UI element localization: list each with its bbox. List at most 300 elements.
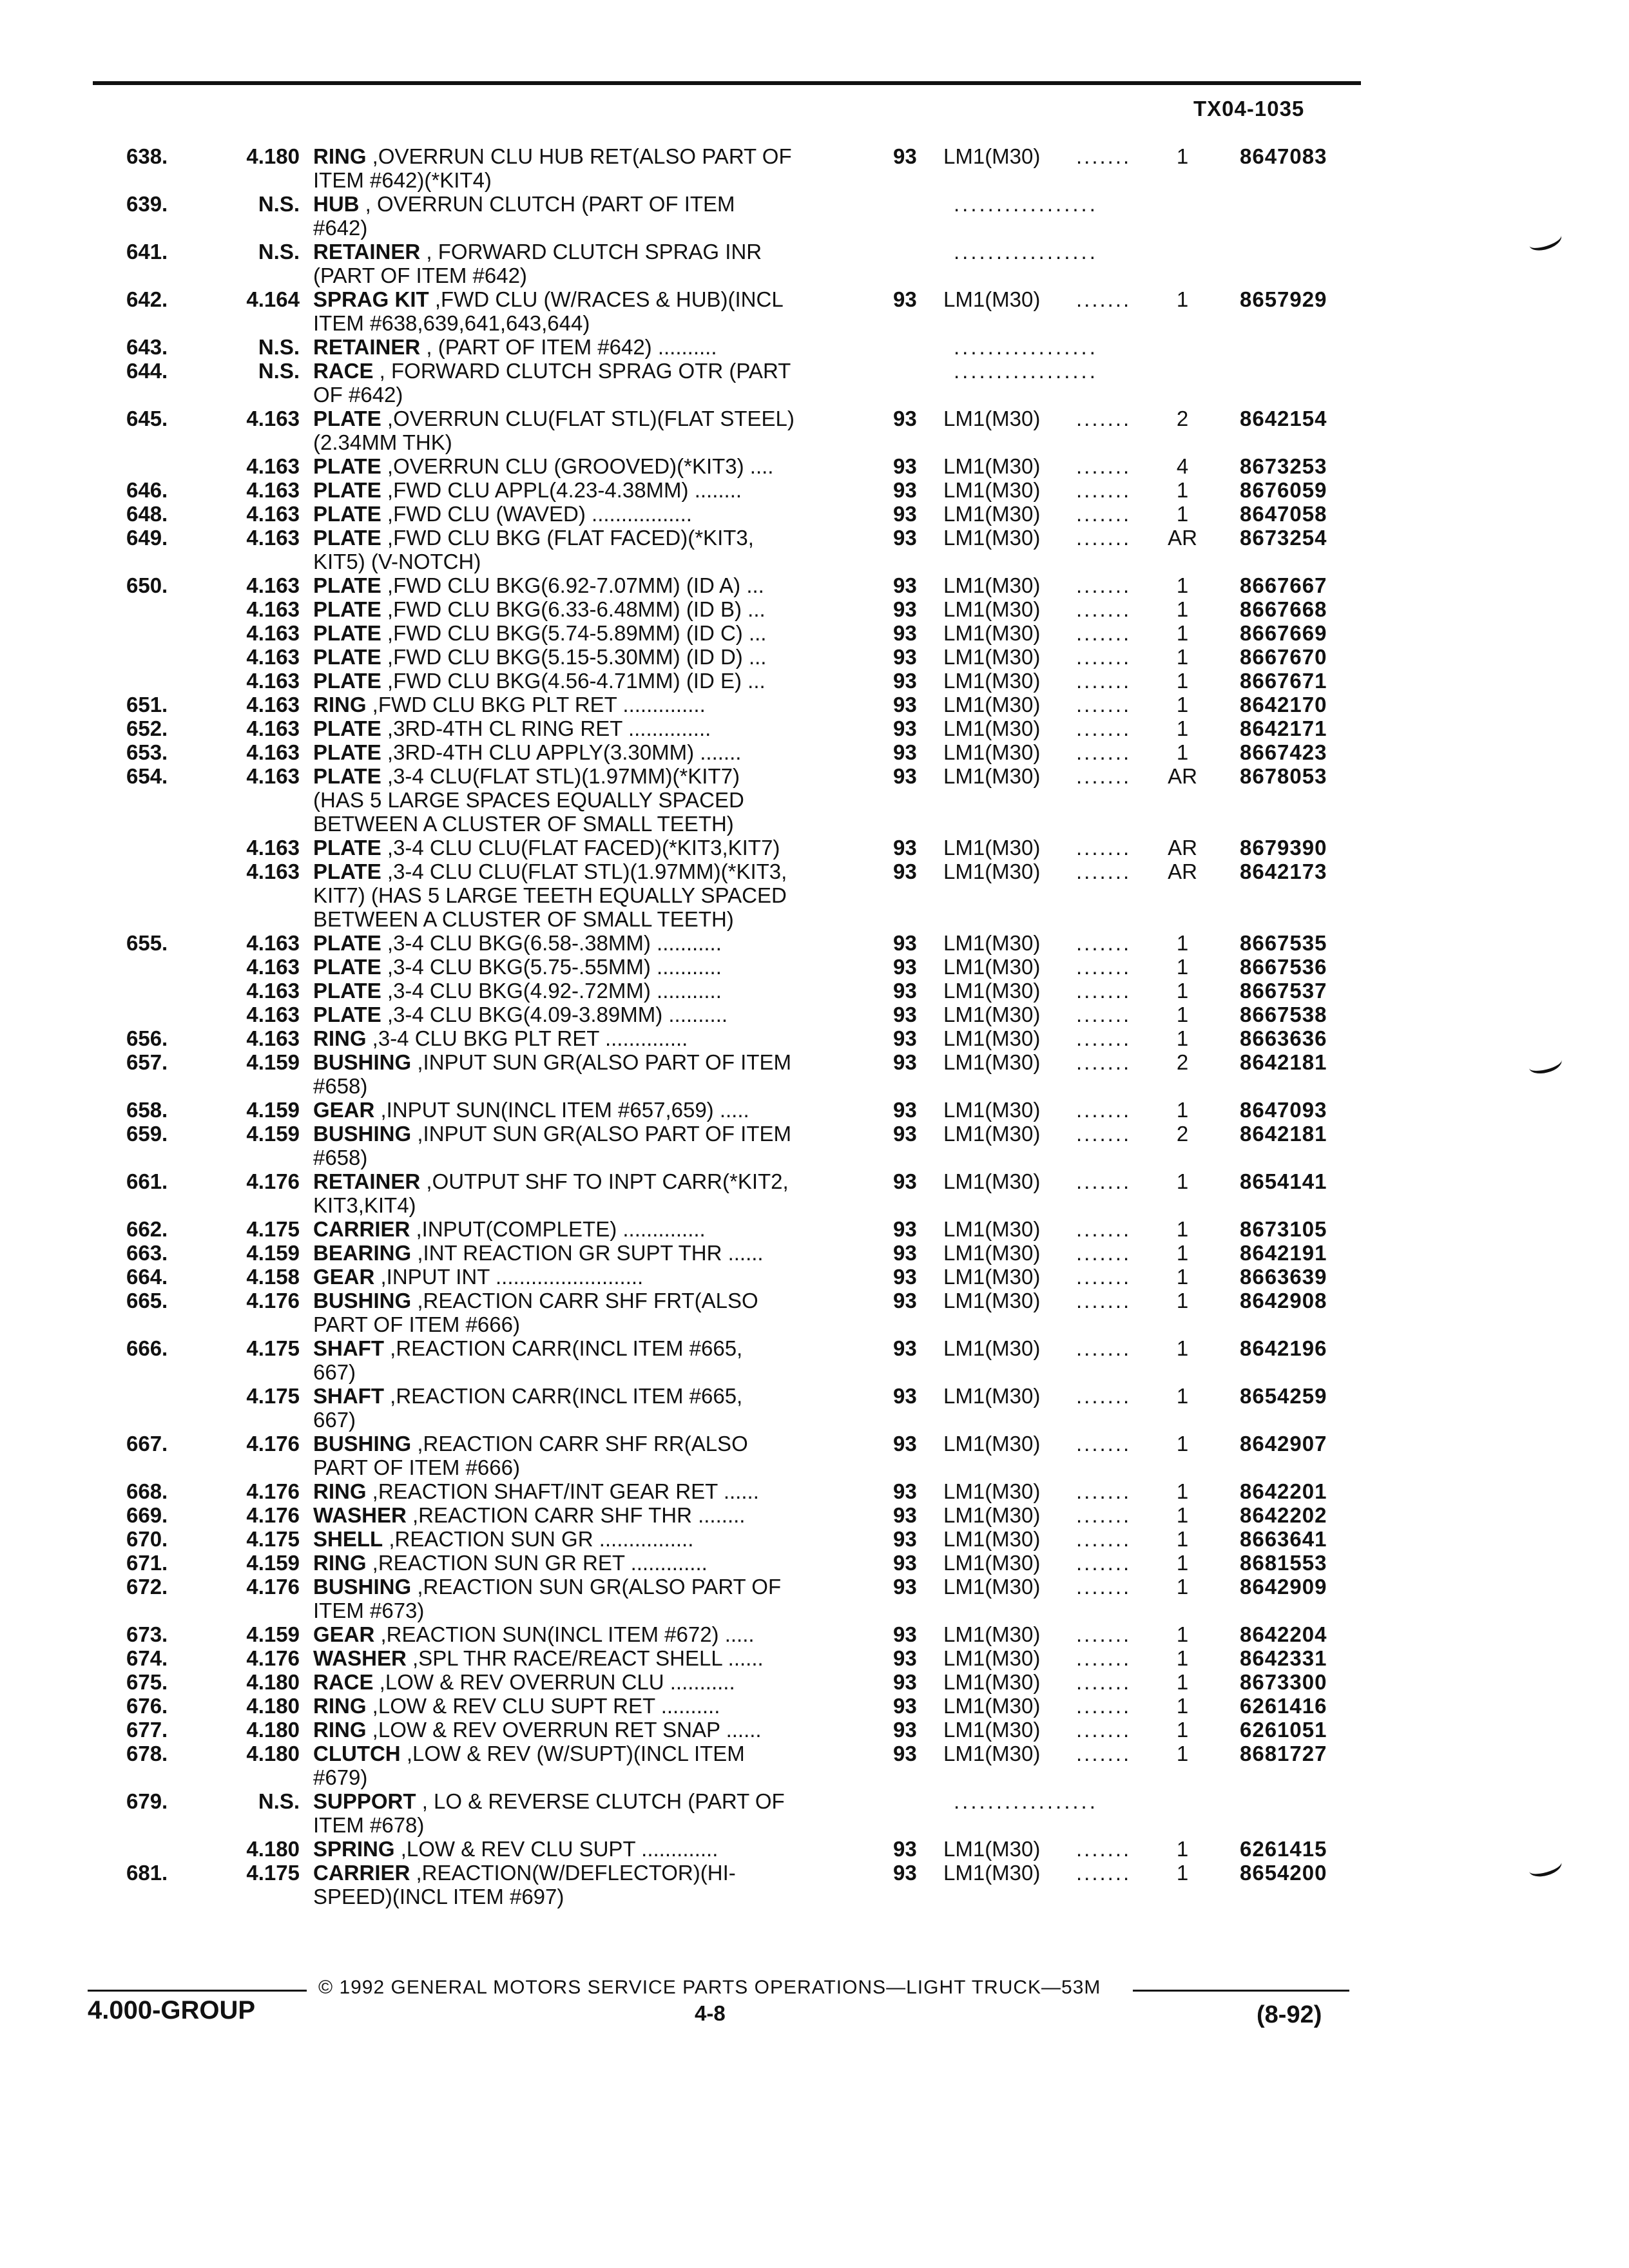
model-code: LM1(M30) xyxy=(943,1503,1041,1527)
part-description xyxy=(313,1789,858,1813)
part-name: BEARING xyxy=(313,1241,412,1265)
quantity: 1 xyxy=(1176,1432,1189,1456)
model-year: 93 xyxy=(893,144,917,168)
quantity: 1 xyxy=(1176,1217,1189,1241)
model-year: 93 xyxy=(893,1098,917,1122)
quantity: 1 xyxy=(1176,1289,1189,1312)
part-description xyxy=(313,407,858,430)
figure-ref: N.S. xyxy=(258,335,300,359)
revision-date: (8-92) xyxy=(1257,2001,1322,2028)
quantity: 1 xyxy=(1176,1837,1189,1861)
parts-row xyxy=(0,955,1629,979)
model-code: LM1(M30) xyxy=(943,1289,1041,1312)
quantity: 1 xyxy=(1176,931,1189,955)
description-text: BETWEEN A CLUSTER OF SMALL TEETH) xyxy=(313,907,734,931)
quantity: 1 xyxy=(1176,1265,1189,1289)
parts-row xyxy=(0,1670,1629,1694)
leader-dots: ....... xyxy=(1076,669,1132,693)
part-name: PLATE xyxy=(313,645,381,669)
part-description xyxy=(313,597,858,621)
parts-row xyxy=(0,1408,1629,1432)
part-description xyxy=(313,1146,858,1169)
model-year: 93 xyxy=(893,1384,917,1408)
part-number: 8642170 xyxy=(1240,693,1327,716)
model-year: 93 xyxy=(893,1718,917,1742)
model-year: 93 xyxy=(893,931,917,955)
item-number: 677. xyxy=(126,1718,168,1742)
quantity: 1 xyxy=(1176,478,1189,502)
quantity: 1 xyxy=(1176,1742,1189,1765)
model-year: 93 xyxy=(893,1670,917,1694)
figure-ref: 4.159 xyxy=(246,1050,300,1074)
part-description xyxy=(313,1885,858,1908)
leader-dots: ....... xyxy=(1076,407,1132,430)
parts-row xyxy=(0,1837,1629,1861)
part-name: RETAINER xyxy=(313,1169,421,1193)
part-description xyxy=(313,1479,858,1503)
part-description xyxy=(313,1432,858,1456)
item-number: 641. xyxy=(126,240,168,264)
part-name: PLATE xyxy=(313,931,381,955)
description-text: KIT7) (HAS 5 LARGE TEETH EQUALLY SPACED xyxy=(313,883,787,907)
leader-dots: ....... xyxy=(1076,1575,1132,1599)
model-code: LM1(M30) xyxy=(943,1122,1041,1146)
part-number: 8657929 xyxy=(1240,287,1327,311)
part-description xyxy=(313,526,858,550)
description-text: , LO & REVERSE CLUTCH (PART OF xyxy=(416,1789,785,1813)
parts-row xyxy=(0,788,1629,812)
part-number: 8642191 xyxy=(1240,1241,1327,1265)
part-description xyxy=(313,1026,858,1050)
leader-dots: ....... xyxy=(1076,1718,1132,1742)
part-name: RING xyxy=(313,1694,367,1718)
parts-row xyxy=(0,645,1629,669)
figure-ref: 4.176 xyxy=(246,1432,300,1456)
part-name: RING xyxy=(313,1026,367,1050)
part-name: PLATE xyxy=(313,740,381,764)
part-name: GEAR xyxy=(313,1622,375,1646)
part-name: PLATE xyxy=(313,979,381,1003)
model-year: 93 xyxy=(893,1837,917,1861)
description-text: OF #642) xyxy=(313,383,403,407)
part-name: PLATE xyxy=(313,860,381,883)
figure-ref: 4.159 xyxy=(246,1551,300,1575)
part-number: 8642154 xyxy=(1240,407,1327,430)
description-text: ,REACTION CARR SHF FRT(ALSO xyxy=(411,1289,758,1312)
model-code: LM1(M30) xyxy=(943,1718,1041,1742)
parts-row xyxy=(0,1122,1629,1146)
quantity: 2 xyxy=(1176,1050,1189,1074)
quantity: 1 xyxy=(1176,1336,1189,1360)
part-description xyxy=(313,264,858,287)
model-year: 93 xyxy=(893,1742,917,1765)
parts-row xyxy=(0,526,1629,550)
parts-list xyxy=(0,144,1629,1908)
item-number: 668. xyxy=(126,1479,168,1503)
model-year: 93 xyxy=(893,1169,917,1193)
model-year: 93 xyxy=(893,979,917,1003)
part-name: BUSHING xyxy=(313,1289,412,1312)
quantity: 1 xyxy=(1176,716,1189,740)
model-code: LM1(M30) xyxy=(943,693,1041,716)
leader-dots: ....... xyxy=(1076,526,1132,550)
item-number: 648. xyxy=(126,502,168,526)
part-name: GEAR xyxy=(313,1265,375,1289)
description-text: ,FWD CLU (WAVED) ................. xyxy=(381,502,692,526)
parts-row xyxy=(0,1575,1629,1599)
quantity: 2 xyxy=(1176,1122,1189,1146)
part-name: WASHER xyxy=(313,1646,407,1670)
figure-ref: 4.163 xyxy=(246,597,300,621)
quantity: 4 xyxy=(1176,454,1189,478)
part-description xyxy=(313,1384,858,1408)
leader-dots: ....... xyxy=(1076,740,1132,764)
item-number: 676. xyxy=(126,1694,168,1718)
item-number: 645. xyxy=(126,407,168,430)
part-description xyxy=(313,693,858,716)
parts-row xyxy=(0,716,1629,740)
leader-dots: ....... xyxy=(1076,1336,1132,1360)
quantity: 1 xyxy=(1176,645,1189,669)
part-description xyxy=(313,144,858,168)
description-text: ITEM #673) xyxy=(313,1599,425,1622)
parts-row xyxy=(0,216,1629,240)
model-code: LM1(M30) xyxy=(943,1694,1041,1718)
parts-row xyxy=(0,1241,1629,1265)
figure-ref: 4.163 xyxy=(246,740,300,764)
model-code: LM1(M30) xyxy=(943,1169,1041,1193)
parts-row xyxy=(0,1503,1629,1527)
description-text: ,FWD CLU BKG(5.74-5.89MM) (ID C) ... xyxy=(381,621,767,645)
item-number: 663. xyxy=(126,1241,168,1265)
part-description xyxy=(313,955,858,979)
parts-row xyxy=(0,1003,1629,1026)
item-number: 661. xyxy=(126,1169,168,1193)
part-name: RING xyxy=(313,1551,367,1575)
quantity: 1 xyxy=(1176,502,1189,526)
part-number: 8673254 xyxy=(1240,526,1327,550)
parts-row xyxy=(0,1527,1629,1551)
leader-dots: ....... xyxy=(1076,1503,1132,1527)
leader-dots: ....... xyxy=(1076,764,1132,788)
part-description xyxy=(313,812,858,836)
description-text: ,OVERRUN CLU HUB RET(ALSO PART OF xyxy=(366,144,792,168)
leader-dots: ....... xyxy=(1076,1527,1132,1551)
part-number: 8667535 xyxy=(1240,931,1327,955)
part-name: RETAINER xyxy=(313,335,421,359)
model-code: LM1(M30) xyxy=(943,1575,1041,1599)
leader-dots: ....... xyxy=(1076,1694,1132,1718)
quantity: 1 xyxy=(1176,1003,1189,1026)
part-name: SUPPORT xyxy=(313,1789,416,1813)
part-name: WASHER xyxy=(313,1503,407,1527)
leader-dots: ....... xyxy=(1076,287,1132,311)
description-text: ,FWD CLU APPL(4.23-4.38MM) ........ xyxy=(381,478,742,502)
leader-dots: ....... xyxy=(1076,955,1132,979)
model-code: LM1(M30) xyxy=(943,645,1041,669)
part-number: 8667667 xyxy=(1240,573,1327,597)
document-id: TX04-1035 xyxy=(1193,97,1305,120)
part-description xyxy=(313,383,858,407)
model-code: LM1(M30) xyxy=(943,1050,1041,1074)
model-code: LM1(M30) xyxy=(943,1384,1041,1408)
model-code: LM1(M30) xyxy=(943,1003,1041,1026)
figure-ref: 4.175 xyxy=(246,1217,300,1241)
description-text: ,REACTION SUN(INCL ITEM #672) ..... xyxy=(374,1622,755,1646)
model-year: 93 xyxy=(893,1336,917,1360)
model-code: LM1(M30) xyxy=(943,597,1041,621)
figure-ref: 4.175 xyxy=(246,1336,300,1360)
part-number: 8679390 xyxy=(1240,836,1327,860)
description-text: ,INT REACTION GR SUPT THR ...... xyxy=(411,1241,764,1265)
model-code: LM1(M30) xyxy=(943,1026,1041,1050)
description-text: PART OF ITEM #666) xyxy=(313,1312,520,1336)
part-description xyxy=(313,287,858,311)
item-number: 657. xyxy=(126,1050,168,1074)
part-description xyxy=(313,931,858,955)
part-number: 8681553 xyxy=(1240,1551,1327,1575)
item-number: 658. xyxy=(126,1098,168,1122)
quantity: AR xyxy=(1168,860,1197,883)
part-description xyxy=(313,1360,858,1384)
parts-row xyxy=(0,1265,1629,1289)
figure-ref: 4.159 xyxy=(246,1122,300,1146)
model-year: 93 xyxy=(893,1265,917,1289)
model-code: LM1(M30) xyxy=(943,621,1041,645)
leader-dots: ....... xyxy=(1076,1003,1132,1026)
item-number: 649. xyxy=(126,526,168,550)
description-text: (2.34MM THK) xyxy=(313,430,452,454)
model-year: 93 xyxy=(893,1050,917,1074)
item-number: 674. xyxy=(126,1646,168,1670)
model-year: 93 xyxy=(893,1122,917,1146)
quantity: 1 xyxy=(1176,1694,1189,1718)
leader-dots: ....... xyxy=(1076,645,1132,669)
quantity: 1 xyxy=(1176,1527,1189,1551)
part-number: 8642202 xyxy=(1240,1503,1327,1527)
part-number: 8647083 xyxy=(1240,144,1327,168)
quantity: 1 xyxy=(1176,1098,1189,1122)
figure-ref: 4.158 xyxy=(246,1265,300,1289)
part-description xyxy=(313,1169,858,1193)
parts-row xyxy=(0,1169,1629,1193)
description-text: ,FWD CLU BKG(6.33-6.48MM) (ID B) ... xyxy=(381,597,766,621)
part-description xyxy=(313,1193,858,1217)
part-description xyxy=(313,1765,858,1789)
parts-row xyxy=(0,1622,1629,1646)
model-year: 93 xyxy=(893,836,917,860)
part-number: 8642331 xyxy=(1240,1646,1327,1670)
model-year: 93 xyxy=(893,1003,917,1026)
description-text: ITEM #638,639,641,643,644) xyxy=(313,311,590,335)
model-code: LM1(M30) xyxy=(943,1742,1041,1765)
parts-row xyxy=(0,931,1629,955)
description-text: ,FWD CLU BKG(4.56-4.71MM) (ID E) ... xyxy=(381,669,766,693)
leader-dots: ....... xyxy=(1076,716,1132,740)
model-year: 93 xyxy=(893,1551,917,1575)
part-number: 8642181 xyxy=(1240,1122,1327,1146)
model-year: 93 xyxy=(893,669,917,693)
part-name: RING xyxy=(313,693,367,716)
description-text: #658) xyxy=(313,1146,368,1169)
part-number: 6261416 xyxy=(1240,1694,1327,1718)
item-number: 639. xyxy=(126,192,168,216)
figure-ref: 4.163 xyxy=(246,836,300,860)
model-year: 93 xyxy=(893,597,917,621)
description-text: ,INPUT(COMPLETE) .............. xyxy=(410,1217,706,1241)
quantity: 1 xyxy=(1176,1670,1189,1694)
description-text: , FORWARD CLUTCH SPRAG INR xyxy=(420,240,762,264)
part-description xyxy=(313,1646,858,1670)
parts-row xyxy=(0,144,1629,168)
part-name: PLATE xyxy=(313,454,381,478)
parts-row xyxy=(0,383,1629,407)
parts-row xyxy=(0,1789,1629,1813)
leader-dots: ....... xyxy=(1076,502,1132,526)
part-description xyxy=(313,1265,858,1289)
part-description xyxy=(313,907,858,931)
parts-row xyxy=(0,1646,1629,1670)
figure-ref: 4.176 xyxy=(246,1169,300,1193)
part-number: 8667536 xyxy=(1240,955,1327,979)
part-number: 8681727 xyxy=(1240,1742,1327,1765)
model-code: LM1(M30) xyxy=(943,407,1041,430)
parts-row xyxy=(0,812,1629,836)
figure-ref: 4.159 xyxy=(246,1241,300,1265)
model-code: LM1(M30) xyxy=(943,979,1041,1003)
parts-row xyxy=(0,764,1629,788)
parts-row xyxy=(0,1885,1629,1908)
part-name: PLATE xyxy=(313,764,381,788)
leader-dots: ....... xyxy=(1076,597,1132,621)
part-number: 8654200 xyxy=(1240,1861,1327,1885)
quantity: AR xyxy=(1168,526,1197,550)
item-number: 675. xyxy=(126,1670,168,1694)
parts-row xyxy=(0,1432,1629,1456)
item-number: 656. xyxy=(126,1026,168,1050)
description-text: ITEM #678) xyxy=(313,1813,425,1837)
parts-row xyxy=(0,168,1629,192)
description-text: ,REACTION CARR(INCL ITEM #665, xyxy=(384,1336,743,1360)
model-year: 93 xyxy=(893,1217,917,1241)
part-number: 8667538 xyxy=(1240,1003,1327,1026)
quantity: 1 xyxy=(1176,1384,1189,1408)
part-name: HUB xyxy=(313,192,360,216)
item-number: 644. xyxy=(126,359,168,383)
part-description xyxy=(313,1837,858,1861)
parts-row xyxy=(0,1718,1629,1742)
quantity: 1 xyxy=(1176,573,1189,597)
item-number: 665. xyxy=(126,1289,168,1312)
parts-row xyxy=(0,979,1629,1003)
item-number: 646. xyxy=(126,478,168,502)
part-description xyxy=(313,240,858,264)
parts-row xyxy=(0,192,1629,216)
quantity: 1 xyxy=(1176,1575,1189,1599)
model-code: LM1(M30) xyxy=(943,860,1041,883)
part-description xyxy=(313,1050,858,1074)
parts-row xyxy=(0,407,1629,430)
model-code: LM1(M30) xyxy=(943,287,1041,311)
item-number: 643. xyxy=(126,335,168,359)
model-year: 93 xyxy=(893,621,917,645)
parts-row xyxy=(0,478,1629,502)
part-name: CLUTCH xyxy=(313,1742,401,1765)
leader-dots: ....... xyxy=(1076,1241,1132,1265)
part-name: PLATE xyxy=(313,407,381,430)
model-year: 93 xyxy=(893,693,917,716)
part-description xyxy=(313,1074,858,1098)
model-code: LM1(M30) xyxy=(943,1432,1041,1456)
part-name: CARRIER xyxy=(313,1861,410,1885)
part-description xyxy=(313,573,858,597)
leader-dots: ....... xyxy=(1076,478,1132,502)
figure-ref: 4.164 xyxy=(246,287,300,311)
parts-row xyxy=(0,240,1629,264)
leader-dots: ....... xyxy=(1076,1622,1132,1646)
description-text: ,REACTION(W/DEFLECTOR)(HI- xyxy=(410,1861,736,1885)
part-name: RACE xyxy=(313,359,374,383)
model-code: LM1(M30) xyxy=(943,1241,1041,1265)
model-code: LM1(M30) xyxy=(943,1479,1041,1503)
parts-row xyxy=(0,1384,1629,1408)
model-year: 93 xyxy=(893,1646,917,1670)
model-code: LM1(M30) xyxy=(943,478,1041,502)
figure-ref: 4.163 xyxy=(246,931,300,955)
parts-row xyxy=(0,1289,1629,1312)
part-description xyxy=(313,216,858,240)
model-code: LM1(M30) xyxy=(943,955,1041,979)
quantity: 1 xyxy=(1176,1551,1189,1575)
parts-row xyxy=(0,430,1629,454)
part-description xyxy=(313,359,858,383)
parts-row xyxy=(0,1074,1629,1098)
part-description xyxy=(313,1312,858,1336)
quantity: 1 xyxy=(1176,1646,1189,1670)
copyright-notice: © 1992 GENERAL MOTORS SERVICE PARTS OPERATIONS—LIGHT TRUCK—53M xyxy=(318,1977,1101,1998)
part-name: SHAFT xyxy=(313,1336,384,1360)
leader-dots: ....... xyxy=(1076,1551,1132,1575)
item-number: 678. xyxy=(126,1742,168,1765)
part-number: 8676059 xyxy=(1240,478,1327,502)
parts-row xyxy=(0,1217,1629,1241)
description-text: , OVERRUN CLUTCH (PART OF ITEM xyxy=(359,192,735,216)
part-description xyxy=(313,430,858,454)
figure-ref: 4.176 xyxy=(246,1646,300,1670)
part-number: 8667670 xyxy=(1240,645,1327,669)
part-name: RING xyxy=(313,144,367,168)
part-name: RING xyxy=(313,1718,367,1742)
leader-dots: ....... xyxy=(1076,1050,1132,1074)
leader-dots: ....... xyxy=(1076,1837,1132,1861)
model-code: LM1(M30) xyxy=(943,1527,1041,1551)
quantity: 1 xyxy=(1176,597,1189,621)
model-code: LM1(M30) xyxy=(943,1217,1041,1241)
description-text: ,3-4 CLU BKG PLT RET .............. xyxy=(366,1026,688,1050)
parts-row xyxy=(0,1479,1629,1503)
description-text: ,INPUT SUN GR(ALSO PART OF ITEM xyxy=(411,1122,791,1146)
item-number: 673. xyxy=(126,1622,168,1646)
part-description xyxy=(313,1718,858,1742)
leader-dots: ....... xyxy=(1076,1861,1132,1885)
model-year: 93 xyxy=(893,454,917,478)
parts-row xyxy=(0,1861,1629,1885)
parts-row xyxy=(0,502,1629,526)
description-text: KIT5) (V-NOTCH) xyxy=(313,550,481,573)
parts-row xyxy=(0,693,1629,716)
leader-dots: ....... xyxy=(1076,1289,1132,1312)
figure-ref: 4.163 xyxy=(246,645,300,669)
